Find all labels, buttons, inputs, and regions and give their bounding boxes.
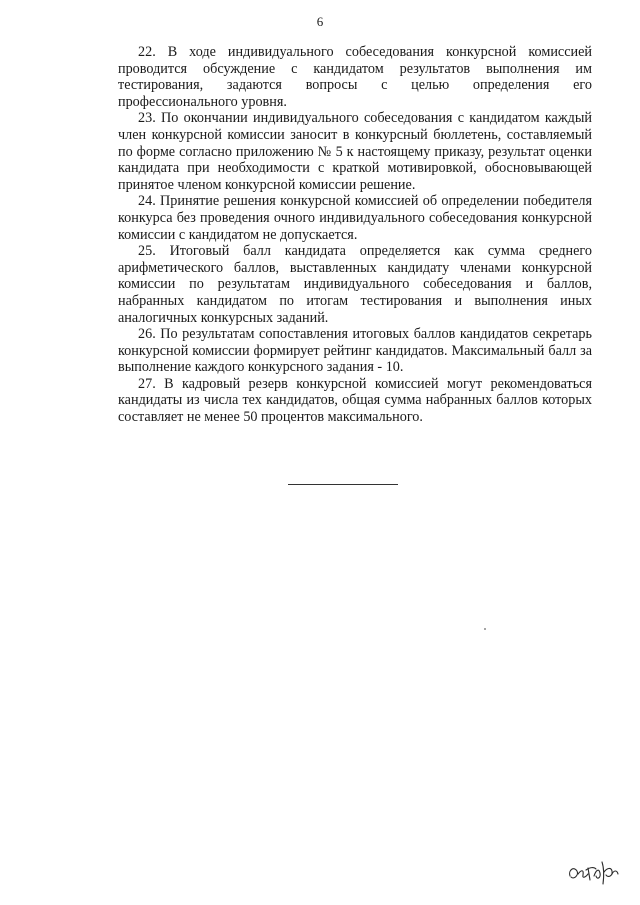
handwritten-initials-signature [566,850,622,890]
paragraph-25: 25. Итоговый балл кандидата определяется как сумма среднего арифметического баллов, выставленных кандидату членами конкурсной комиссии по результатам индивидуального собеседования и баллов, набранных кандидатом по итогам тестирования и выполнения иных аналогичных конкурсных заданий. [118,243,592,326]
page-number: 6 [316,14,324,29]
scan-speck [484,628,486,630]
document-body [118,44,592,426]
paragraph-26: 26. По результатам сопоставления итоговых баллов кандидатов секретарь конкурсной комиссии формирует рейтинг кандидатов. Максимальный балл за выполнение каждого конкурсного задания - 10. [118,326,592,376]
end-separator-line [288,484,398,485]
paragraph-27: 27. В кадровый резерв конкурсной комиссией могут рекомендоваться кандидаты из числа тех кандидатов, общая сумма набранных баллов которых составляет не менее 50 процентов максимального. [118,375,592,426]
paragraph-22: 22. В ходе индивидуального собеседования конкурсной комиссией проводится обсуждение с кандидатом результатов выполнения им тестирования, задаются вопросы с целью определения его профессионального уровня. [118,44,592,110]
paragraph-24: 24. Принятие решения конкурсной комиссией об определении победителя конкурса без проведения очного индивидуального собеседования конкурсной комиссии с кандидатом не допускается. [118,193,592,243]
paragraph-23: 23. По окончании индивидуального собеседования с кандидатом каждый член конкурсной комиссии заносит в конкурсный бюллетень, составляемый по форме согласно приложению № 5 к настоящему приказу, результат оценки кандидата при необходимости с краткой мотивировкой, обосновывающей принятое членом конкурсной комиссии решение. [118,110,592,193]
